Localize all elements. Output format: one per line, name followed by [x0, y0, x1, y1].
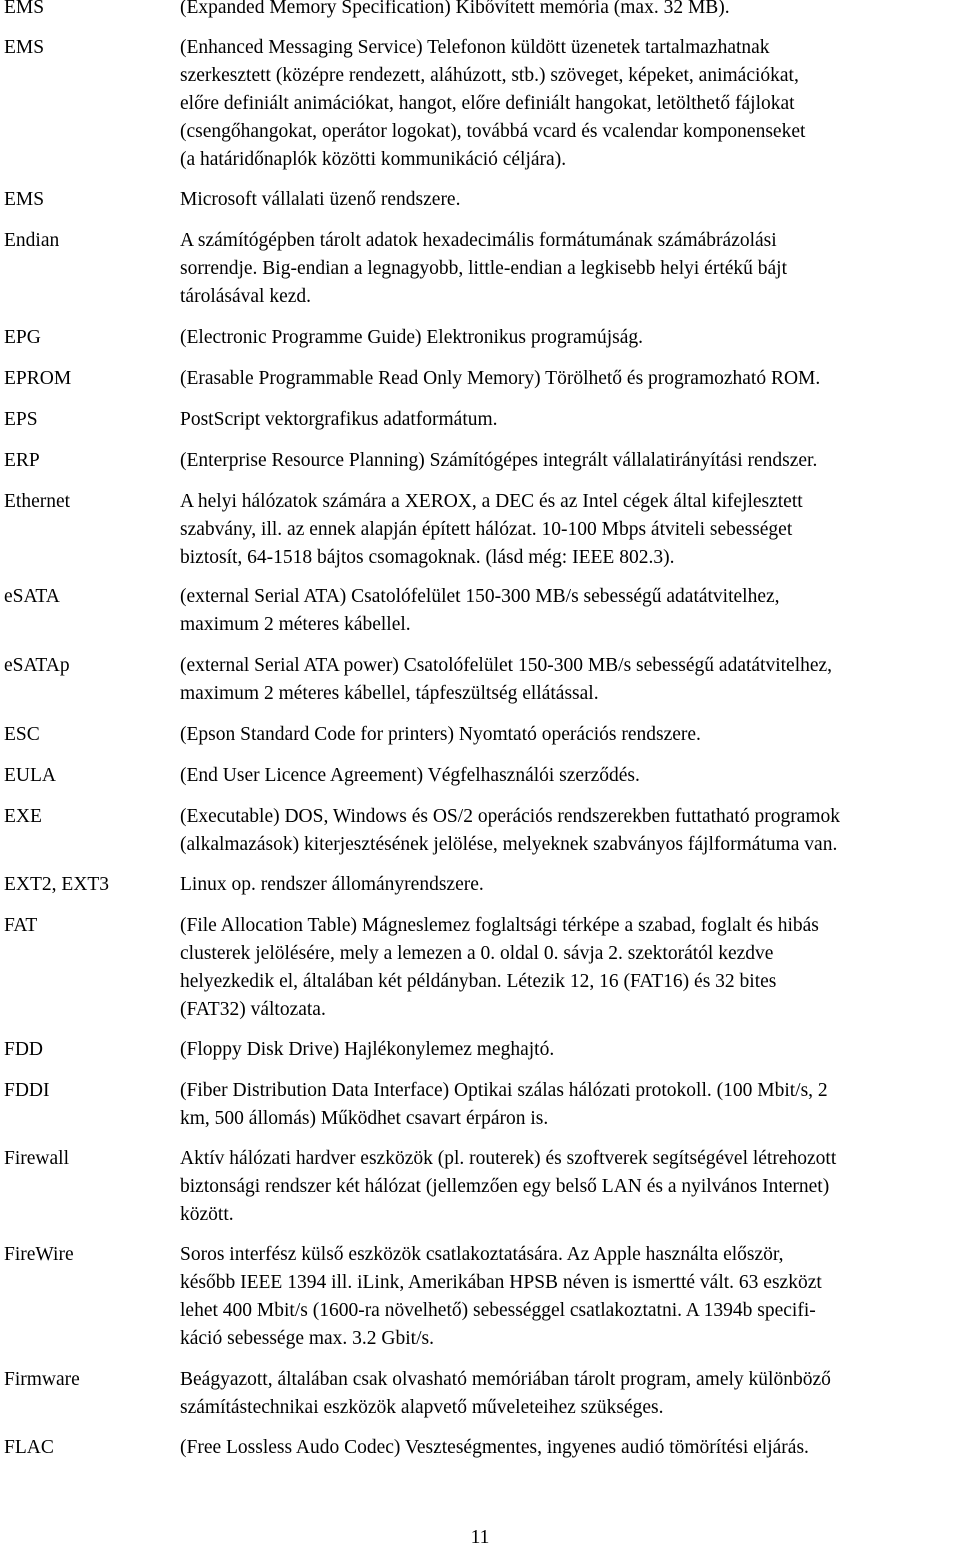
glossary-term: EMS — [4, 0, 45, 18]
glossary-definition — [180, 0, 958, 22]
glossary-definition — [180, 186, 958, 214]
definition-line: szabvány, ill. az ennek alapján épített hálózat. 10-100 Mbps átviteli sebességet — [180, 519, 793, 540]
glossary-term: FireWire — [4, 1244, 74, 1265]
definition-line: tárolásával kezd. — [180, 286, 312, 307]
definition-line: (FAT32) változata. — [180, 999, 326, 1020]
glossary-term: FAT — [4, 915, 38, 936]
glossary-definition — [180, 34, 958, 174]
definition-line: (external Serial ATA power) Csatolófelület 150-300 MB/s sebességű adatátvitelhez, — [180, 655, 833, 676]
glossary-definition — [180, 652, 958, 708]
definition-line: (File Allocation Table) Mágneslemez foglaltsági térképe a szabad, foglalt és hibás — [180, 915, 819, 936]
definition-line: Beágyazott, általában csak olvasható memóriában tárolt program, amely különböző — [180, 1369, 831, 1390]
definition-line: (Floppy Disk Drive) Hajlékonylemez meghajtó. — [180, 1039, 555, 1060]
glossary-term: Ethernet — [4, 491, 71, 512]
definition-line: maximum 2 méteres kábellel. — [180, 614, 411, 635]
glossary-definition — [180, 1434, 958, 1462]
glossary-definition — [180, 583, 958, 639]
glossary-definition — [180, 721, 958, 749]
glossary-term: ESC — [4, 724, 40, 745]
definition-line: (Electronic Programme Guide) Elektronikus programújság. — [180, 327, 643, 348]
definition-line: maximum 2 méteres kábellel, tápfeszültség ellátással. — [180, 683, 599, 704]
glossary-term: EXE — [4, 806, 42, 827]
definition-line: előre definiált animációkat, hangot, előre definiált hangokat, letölthető fájlokat — [180, 93, 795, 114]
glossary-definition — [180, 1036, 958, 1064]
definition-line: számítástechnikai eszközök alapvető műveleteihez szükséges. — [180, 1397, 664, 1418]
glossary-definition — [180, 447, 958, 475]
glossary-definition — [180, 324, 958, 352]
glossary-term: EPROM — [4, 368, 72, 389]
definition-line: között. — [180, 1204, 234, 1225]
glossary-term: EXT2, EXT3 — [4, 874, 110, 895]
definition-line: lehet 400 Mbit/s (1600-ra növelhető) sebességgel csatlakoztatni. A 1394b specifi- — [180, 1300, 816, 1321]
glossary-term: EPS — [4, 409, 38, 430]
definition-line: (Enhanced Messaging Service) Telefonon küldött üzenetek tartalmazhatnak — [180, 37, 770, 58]
definition-line: (Expanded Memory Specification) Kibővített memória (max. 32 MB). — [180, 0, 730, 18]
definition-line: km, 500 állomás) Működhet csavart érpáron is. — [180, 1108, 549, 1129]
definition-line: biztosít, 64-1518 bájtos csomagoknak. (lásd még: IEEE 802.3). — [180, 547, 675, 568]
definition-line: (alkalmazások) kiterjesztésének jelölése, melyeknek szabványos fájlformátuma van. — [180, 834, 838, 855]
glossary-definition — [180, 1366, 958, 1422]
definition-line: biztonsági rendszer két hálózat (jellemzően egy belső LAN és a nyilvános Internet) — [180, 1176, 830, 1197]
glossary-definition — [180, 871, 958, 899]
glossary-definition — [180, 488, 958, 572]
definition-line: (Free Lossless Audo Codec) Veszteségmentes, ingyenes audió tömörítési eljárás. — [180, 1437, 809, 1458]
glossary-term: Firmware — [4, 1369, 80, 1390]
glossary-term: ERP — [4, 450, 40, 471]
glossary-term: EMS — [4, 37, 45, 58]
definition-line: (Epson Standard Code for printers) Nyomtató operációs rendszere. — [180, 724, 701, 745]
definition-line: A számítógépben tárolt adatok hexadecimális formátumának számábrázolási — [180, 230, 777, 251]
glossary-term: eSATA — [4, 586, 60, 607]
definition-line: (End User Licence Agreement) Végfelhasználói szerződés. — [180, 765, 640, 786]
glossary-term: EPG — [4, 327, 41, 348]
definition-line: A helyi hálózatok számára a XEROX, a DEC és az Intel cégek által kifejlesztett — [180, 491, 803, 512]
glossary-definition — [180, 1145, 958, 1229]
definition-line: Soros interfész külső eszközök csatlakoztatására. Az Apple használta először, — [180, 1244, 784, 1265]
definition-line: (Enterprise Resource Planning) Számítógépes integrált vállalatirányítási rendszer. — [180, 450, 818, 471]
glossary-term: FDD — [4, 1039, 44, 1060]
glossary-definition — [180, 1077, 958, 1133]
glossary-definition — [180, 227, 958, 311]
glossary-definition — [180, 365, 958, 393]
glossary-definition — [180, 1241, 958, 1353]
definition-line: (Executable) DOS, Windows és OS/2 operációs rendszerekben futtatható programok — [180, 806, 841, 827]
definition-line: (a határidőnaplók közötti kommunikáció céljára). — [180, 149, 567, 170]
glossary-term: eSATAp — [4, 655, 70, 676]
glossary-definition — [180, 912, 958, 1024]
definition-line: szerkesztett (középre rendezett, aláhúzott, stb.) szöveget, képeket, animációkat, — [180, 65, 799, 86]
glossary-definition — [180, 803, 958, 859]
definition-line: helyezkedik el, általában két példányban. Létezik 12, 16 (FAT16) és 32 bites — [180, 971, 777, 992]
definition-line: (csengőhangokat, operátor logokat), továbbá vcard és vcalendar komponenseket — [180, 121, 806, 142]
definition-line: Linux op. rendszer állományrendszere. — [180, 874, 484, 895]
glossary-term: EMS — [4, 189, 45, 210]
definition-line: (Fiber Distribution Data Interface) Optikai szálas hálózati protokoll. (100 Mbit/s, 2 — [180, 1080, 828, 1101]
definition-line: sorrendje. Big-endian a legnagyobb, little-endian a legkisebb helyi értékű bájt — [180, 258, 788, 279]
definition-line: clusterek jelölésére, mely a lemezen a 0. oldal 0. sávja 2. szektorától kezdve — [180, 943, 774, 964]
glossary-definition — [180, 406, 958, 434]
definition-line: PostScript vektorgrafikus adatformátum. — [180, 409, 498, 430]
page-number: 11 — [470, 1527, 490, 1548]
glossary-term: Firewall — [4, 1148, 69, 1169]
glossary-definition — [180, 762, 958, 790]
definition-line: (external Serial ATA) Csatolófelület 150-300 MB/s sebességű adatátvitelhez, — [180, 586, 780, 607]
definition-line: Aktív hálózati hardver eszközök (pl. routerek) és szoftverek segítségével létrehozott — [180, 1148, 837, 1169]
glossary-term: FDDI — [4, 1080, 50, 1101]
glossary-term: FLAC — [4, 1437, 54, 1458]
definition-line: káció sebessége max. 3.2 Gbit/s. — [180, 1328, 434, 1349]
definition-line: később IEEE 1394 ill. iLink, Amerikában HPSB néven is ismertté vált. 63 eszközt — [180, 1272, 822, 1293]
definition-line: (Erasable Programmable Read Only Memory) Törölhető és programozható ROM. — [180, 368, 821, 389]
glossary-term: Endian — [4, 230, 60, 251]
definition-line: Microsoft vállalati üzenő rendszere. — [180, 189, 461, 210]
glossary-term: EULA — [4, 765, 56, 786]
